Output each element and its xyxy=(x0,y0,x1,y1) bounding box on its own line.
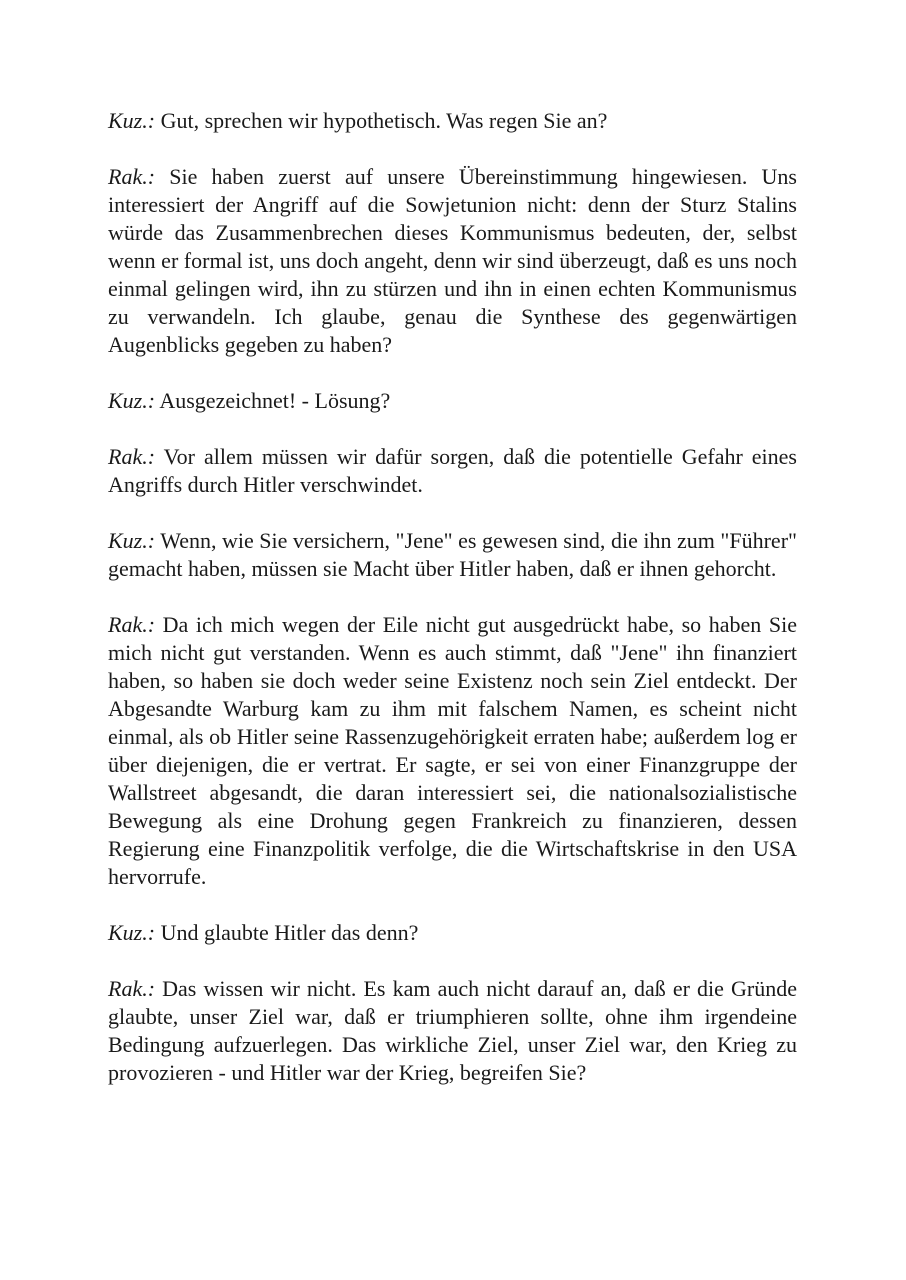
dialogue-paragraph xyxy=(108,387,797,415)
speaker-label: Kuz.: xyxy=(108,108,156,133)
dialogue-paragraph xyxy=(108,443,797,499)
dialogue-text: Wenn, wie Sie versichern, "Jene" es gewesen sind, die ihn zum "Führer" gemacht haben, müssen sie Macht über Hitler haben, daß er ihnen gehorcht. xyxy=(108,528,797,581)
speaker-label: Kuz.: xyxy=(108,528,156,553)
dialogue-text: Gut, sprechen wir hypothetisch. Was regen Sie an? xyxy=(160,108,608,133)
speaker-label: Kuz.: xyxy=(108,920,156,945)
dialogue-paragraph xyxy=(108,611,797,891)
speaker-label: Rak.: xyxy=(108,164,156,189)
speaker-label: Rak.: xyxy=(108,612,156,637)
dialogue-paragraph xyxy=(108,107,797,135)
dialogue-text: Vor allem müssen wir dafür sorgen, daß die potentielle Gefahr eines Angriffs durch Hitler verschwindet. xyxy=(108,444,797,497)
dialogue-text: Und glaubte Hitler das denn? xyxy=(160,920,419,945)
document-page xyxy=(108,107,797,1087)
dialogue-text: Da ich mich wegen der Eile nicht gut ausgedrückt habe, so haben Sie mich nicht gut verstanden. Wenn es auch stimmt, daß "Jene" ihn finanziert haben, so haben sie doch weder seine Existenz noch sein Ziel entdeckt. Der Abgesandte Warburg kam zu ihm mit falschem Namen, es scheint nicht einmal, als ob Hitler seine Rassenzugehörigkeit erraten habe; außerdem log er über diejenigen, die er vertrat. Er sagte, er sei von einer Finanzgruppe der Wallstreet abgesandt, die daran interessiert sei, die nationalsozialistische Bewegung als eine Drohung gegen Frankreich zu finanzieren, dessen Regierung eine Finanzpolitik verfolge, die die Wirtschaftskrise in den USA hervorrufe. xyxy=(108,612,797,889)
dialogue-text: Sie haben zuerst auf unsere Übereinstimmung hingewiesen. Uns interessiert der Angriff auf die Sowjetunion nicht: denn der Sturz Stalins würde das Zusammenbrechen dieses Kommunismus bedeuten, der, selbst wenn er formal ist, uns doch angeht, denn wir sind überzeugt, daß es uns noch einmal gelingen wird, ihn zu stürzen und ihn in einen echten Kommunismus zu verwandeln. Ich glaube, genau die Synthese des gegenwärtigen Augenblicks gegeben zu haben? xyxy=(108,164,797,357)
dialogue-text: Das wissen wir nicht. Es kam auch nicht darauf an, daß er die Gründe glaubte, unser Ziel war, daß er triumphieren sollte, ohne ihm irgendeine Bedingung aufzuerlegen. Das wirkliche Ziel, unser Ziel war, den Krieg zu provozieren - und Hitler war der Krieg, begreifen Sie? xyxy=(108,976,797,1085)
speaker-label: Rak.: xyxy=(108,976,156,1001)
dialogue-paragraph xyxy=(108,163,797,359)
dialogue-paragraph xyxy=(108,919,797,947)
dialogue-paragraph xyxy=(108,975,797,1087)
dialogue-paragraph xyxy=(108,527,797,583)
speaker-label: Rak.: xyxy=(108,444,156,469)
dialogue-text: Ausgezeichnet! - Lösung? xyxy=(159,388,391,413)
speaker-label: Kuz.: xyxy=(108,388,156,413)
